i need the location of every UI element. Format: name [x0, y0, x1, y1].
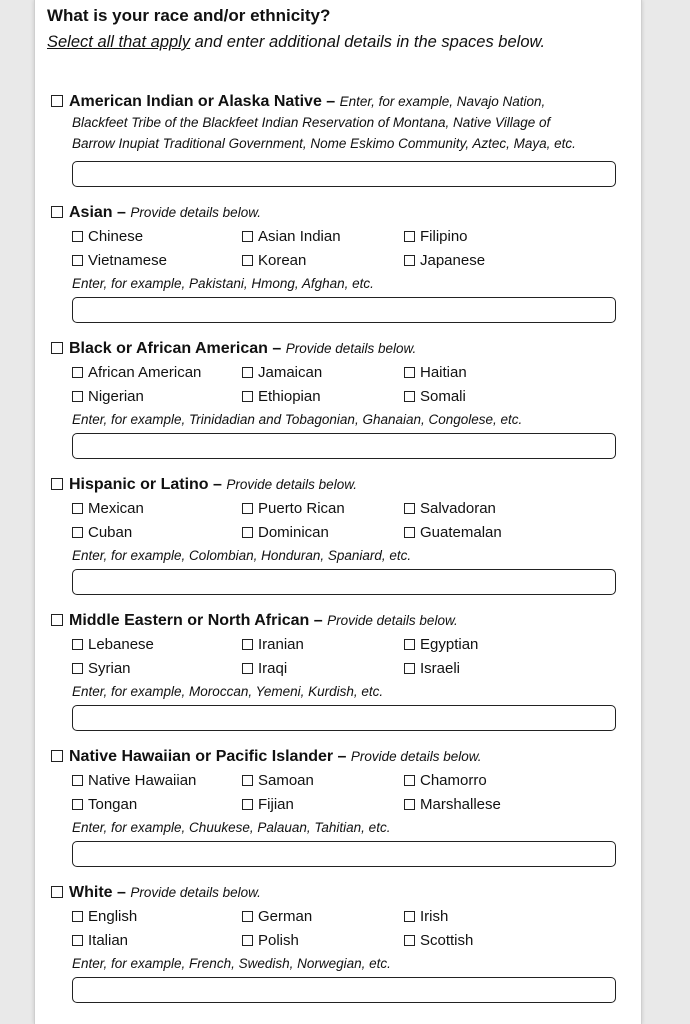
option-item[interactable] — [242, 659, 287, 679]
option-label: Chamorro — [420, 772, 487, 789]
option-checkbox[interactable] — [242, 391, 253, 402]
option-label: Syrian — [88, 660, 131, 677]
option-label: Iranian — [258, 636, 304, 653]
category-name: Hispanic or Latino — [69, 476, 209, 493]
option-item[interactable] — [404, 363, 467, 383]
option-item[interactable] — [72, 227, 143, 247]
option-label: Israeli — [420, 660, 461, 677]
option-item[interactable] — [242, 771, 314, 791]
details-input[interactable] — [72, 569, 616, 595]
option-item[interactable] — [404, 659, 460, 679]
section-native-hawaiian-or-pacific-islander — [51, 747, 629, 867]
option-item[interactable] — [242, 227, 341, 247]
category-dash: – — [112, 884, 131, 901]
option-checkbox[interactable] — [72, 231, 83, 242]
option-grid — [51, 363, 629, 411]
option-checkbox[interactable] — [72, 799, 83, 810]
option-item[interactable] — [404, 227, 468, 247]
section-black-or-african-american — [51, 339, 629, 459]
option-label: German — [258, 908, 313, 925]
option-label: Samoan — [258, 772, 314, 789]
category-checkbox[interactable] — [51, 95, 63, 107]
details-input[interactable] — [72, 705, 616, 731]
option-checkbox[interactable] — [72, 775, 83, 786]
category-hint: Provide details below. — [327, 613, 458, 628]
option-item[interactable] — [242, 523, 329, 543]
option-item[interactable] — [72, 523, 132, 543]
option-checkbox[interactable] — [242, 231, 253, 242]
option-checkbox[interactable] — [404, 367, 415, 378]
example-text: Enter, for example, Pakistani, Hmong, Afghan, etc. — [72, 276, 374, 291]
details-input[interactable] — [72, 841, 616, 867]
category-dash: – — [309, 612, 328, 629]
hint-continuation: Blackfeet Tribe of the Blackfeet Indian Reservation of Montana, Native Village of — [72, 115, 551, 130]
option-label: Puerto Rican — [258, 500, 345, 517]
option-checkbox[interactable] — [242, 799, 253, 810]
option-grid — [51, 227, 629, 275]
option-checkbox[interactable] — [242, 663, 253, 674]
question-subtitle — [47, 33, 545, 52]
section-american-indian-or-alaska-native — [51, 92, 629, 187]
option-item[interactable] — [242, 387, 321, 407]
option-checkbox[interactable] — [404, 391, 415, 402]
option-label: English — [88, 908, 138, 925]
option-checkbox[interactable] — [72, 663, 83, 674]
section-heading — [51, 203, 629, 223]
option-label: Lebanese — [88, 636, 154, 653]
option-checkbox[interactable] — [72, 935, 83, 946]
option-checkbox[interactable] — [72, 639, 83, 650]
subtitle-underlined: Select all that apply — [47, 33, 191, 51]
option-checkbox[interactable] — [404, 503, 415, 514]
option-checkbox[interactable] — [72, 255, 83, 266]
option-item[interactable] — [72, 931, 128, 951]
option-checkbox[interactable] — [242, 503, 253, 514]
option-checkbox[interactable] — [404, 663, 415, 674]
option-item[interactable] — [404, 499, 496, 519]
option-label: African American — [88, 364, 202, 381]
category-checkbox[interactable] — [51, 886, 63, 898]
section-heading — [51, 92, 629, 112]
subtitle-rest: and enter additional details in the spaces below. — [190, 33, 546, 51]
option-label: Nigerian — [88, 388, 144, 405]
option-grid — [51, 499, 629, 547]
section-heading — [51, 747, 629, 767]
option-checkbox[interactable] — [242, 367, 253, 378]
option-checkbox[interactable] — [242, 911, 253, 922]
form-page — [34, 0, 642, 1024]
option-label: Tongan — [88, 796, 138, 813]
option-grid — [51, 907, 629, 955]
details-input[interactable] — [72, 297, 616, 323]
category-name: White — [69, 884, 113, 901]
option-checkbox[interactable] — [404, 255, 415, 266]
category-hint: Enter, for example, Navajo Nation, — [339, 94, 546, 109]
category-name: Middle Eastern or North African — [69, 612, 310, 629]
category-checkbox[interactable] — [51, 206, 63, 218]
option-label: Guatemalan — [420, 524, 502, 541]
option-label: Iraqi — [258, 660, 288, 677]
option-label: Italian — [88, 932, 129, 949]
category-hint: Provide details below. — [130, 205, 261, 220]
option-item[interactable] — [404, 931, 473, 951]
option-checkbox[interactable] — [242, 255, 253, 266]
example-text: Enter, for example, French, Swedish, Norwegian, etc. — [72, 956, 391, 971]
example-text: Enter, for example, Colombian, Honduran, Spaniard, etc. — [72, 548, 412, 563]
category-dash: – — [208, 476, 227, 493]
option-label: Somali — [420, 388, 466, 405]
option-item[interactable] — [404, 387, 466, 407]
option-item[interactable] — [404, 635, 478, 655]
option-item[interactable] — [242, 635, 304, 655]
option-checkbox[interactable] — [72, 527, 83, 538]
option-checkbox[interactable] — [242, 935, 253, 946]
option-checkbox[interactable] — [404, 527, 415, 538]
category-name: Asian — [69, 204, 113, 221]
option-label: Asian Indian — [258, 228, 341, 245]
option-item[interactable] — [72, 363, 201, 383]
option-label: Egyptian — [420, 636, 479, 653]
option-label: Filipino — [420, 228, 468, 245]
category-name: American Indian or Alaska Native — [69, 93, 322, 110]
category-checkbox[interactable] — [51, 750, 63, 762]
option-item[interactable] — [242, 795, 294, 815]
option-item[interactable] — [242, 499, 345, 519]
option-item[interactable] — [72, 635, 154, 655]
option-checkbox[interactable] — [242, 527, 253, 538]
option-label: Haitian — [420, 364, 467, 381]
option-checkbox[interactable] — [404, 911, 415, 922]
category-dash: – — [333, 748, 351, 765]
example-text: Enter, for example, Trinidadian and Tobagonian, Ghanaian, Congolese, etc. — [72, 412, 523, 427]
option-label: Mexican — [88, 500, 144, 517]
question-title: What is your race and/or ethnicity? — [47, 6, 331, 25]
section-heading — [51, 883, 629, 903]
section-heading — [51, 339, 629, 359]
option-item[interactable] — [404, 523, 502, 543]
option-label: Dominican — [258, 524, 329, 541]
option-item[interactable] — [242, 251, 306, 271]
option-label: Marshallese — [420, 796, 501, 813]
category-checkbox[interactable] — [51, 614, 63, 626]
category-dash: – — [321, 93, 340, 110]
category-hint: Provide details below. — [350, 749, 482, 764]
option-checkbox[interactable] — [72, 367, 83, 378]
category-dash: – — [267, 340, 286, 357]
details-input[interactable] — [72, 977, 616, 1003]
option-label: Ethiopian — [258, 388, 321, 405]
option-label: Irish — [420, 908, 449, 925]
section-white — [51, 883, 629, 1003]
option-checkbox[interactable] — [404, 799, 415, 810]
option-item[interactable] — [242, 363, 322, 383]
section-heading — [51, 475, 629, 495]
option-label: Vietnamese — [88, 252, 167, 269]
category-name: Black or African American — [69, 340, 268, 357]
option-label: Korean — [258, 252, 307, 269]
category-hint: Provide details below. — [130, 885, 261, 900]
option-item[interactable] — [72, 907, 137, 927]
option-checkbox[interactable] — [404, 231, 415, 242]
option-item[interactable] — [72, 387, 144, 407]
section-hispanic-or-latino — [51, 475, 629, 595]
option-item[interactable] — [404, 251, 485, 271]
option-item[interactable] — [72, 795, 137, 815]
category-dash: – — [112, 204, 131, 221]
example-text: Enter, for example, Moroccan, Yemeni, Kurdish, etc. — [72, 684, 384, 699]
section-middle-eastern-or-north-african — [51, 611, 629, 731]
option-checkbox[interactable] — [404, 639, 415, 650]
option-item[interactable] — [242, 931, 299, 951]
category-hint: Provide details below. — [226, 477, 357, 492]
option-grid — [51, 771, 629, 819]
option-checkbox[interactable] — [242, 775, 253, 786]
category-name: Native Hawaiian or Pacific Islander — [69, 748, 334, 765]
option-label: Fijian — [258, 796, 294, 813]
option-item[interactable] — [404, 771, 487, 791]
section-asian — [51, 203, 629, 323]
option-label: Native Hawaiian — [88, 772, 197, 789]
option-label: Chinese — [88, 228, 144, 245]
category-hint: Provide details below. — [285, 341, 417, 356]
category-checkbox[interactable] — [51, 478, 63, 490]
option-label: Polish — [258, 932, 299, 949]
example-text: Enter, for example, Chuukese, Palauan, Tahitian, etc. — [72, 820, 391, 835]
option-item[interactable] — [72, 499, 144, 519]
option-item[interactable] — [404, 907, 448, 927]
option-item[interactable] — [72, 659, 131, 679]
hint-continuation: Barrow Inupiat Traditional Government, Nome Eskimo Community, Aztec, Maya, etc. — [72, 136, 576, 151]
option-item[interactable] — [242, 907, 312, 927]
option-grid — [51, 635, 629, 683]
option-item[interactable] — [72, 251, 167, 271]
option-label: Jamaican — [258, 364, 323, 381]
category-checkbox[interactable] — [51, 342, 63, 354]
option-label: Salvadoran — [420, 500, 496, 517]
option-label: Scottish — [420, 932, 474, 949]
option-checkbox[interactable] — [404, 775, 415, 786]
option-checkbox[interactable] — [72, 503, 83, 514]
option-checkbox[interactable] — [404, 935, 415, 946]
option-checkbox[interactable] — [72, 391, 83, 402]
option-label: Japanese — [420, 252, 486, 269]
option-checkbox[interactable] — [72, 911, 83, 922]
option-item[interactable] — [72, 771, 196, 791]
details-input[interactable] — [72, 433, 616, 459]
option-checkbox[interactable] — [242, 639, 253, 650]
option-item[interactable] — [404, 795, 501, 815]
section-heading — [51, 611, 629, 631]
option-label: Cuban — [88, 524, 133, 541]
details-input[interactable] — [72, 161, 616, 187]
